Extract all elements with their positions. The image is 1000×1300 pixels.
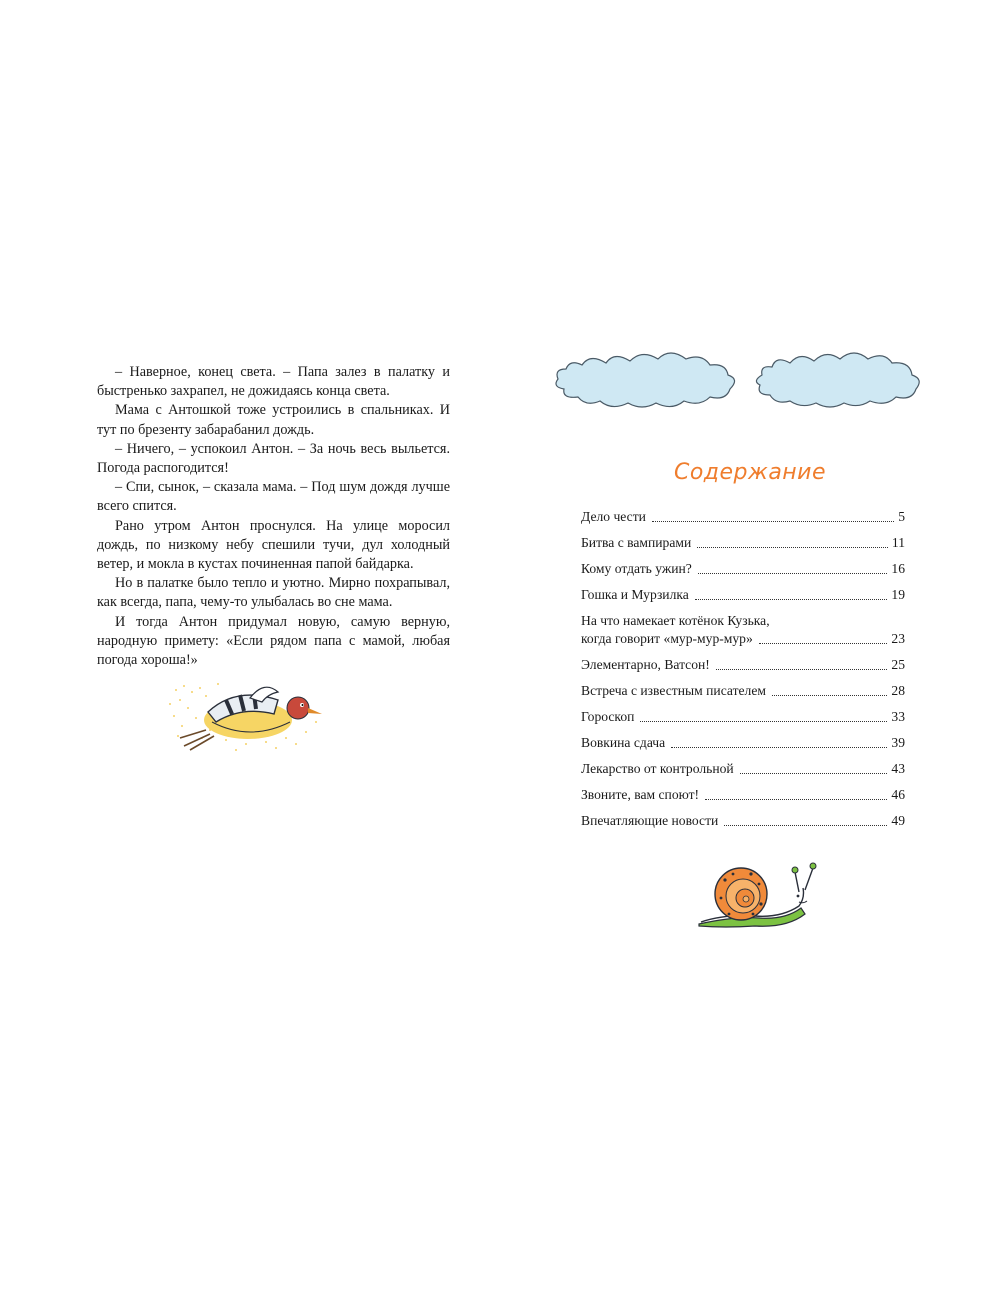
dot-leader (740, 773, 888, 774)
toc-entry-page: 19 (891, 587, 905, 602)
toc-entry-title: Кому отдать ужин? (581, 561, 692, 576)
toc-entry-title: Гошка и Мурзилка (581, 587, 689, 602)
toc-entry[interactable] (581, 586, 905, 604)
toc-entry[interactable] (581, 560, 905, 578)
toc-entry[interactable] (581, 786, 905, 804)
toc-entry[interactable] (581, 760, 905, 778)
right-page (500, 0, 1000, 1300)
dot-leader (759, 643, 888, 644)
toc-entry[interactable] (581, 508, 905, 526)
toc-entry-page: 23 (891, 631, 905, 646)
toc-entry-title: когда говорит «мур-мур-мур» (581, 631, 753, 646)
toc-entry-title: Лекарство от контрольной (581, 761, 734, 776)
toc-entry-page: 39 (891, 735, 905, 750)
story-paragraph: – Ничего, – успокоил Антон. – За ночь весь выльется. Погода распогодится! (97, 440, 450, 477)
story-paragraph: – Наверное, конец света. – Папа залез в палатку и быстренько захрапел, не дожидаясь конца света. (97, 364, 450, 400)
toc-entry-page: 25 (891, 657, 905, 672)
toc-entry[interactable] (581, 708, 905, 726)
toc-entry-title: Вовкина сдача (581, 735, 666, 750)
bird-illustration (166, 678, 336, 758)
dot-leader (640, 721, 887, 722)
dot-leader (695, 599, 888, 600)
toc-entry-page: 43 (891, 761, 905, 776)
toc-entry[interactable] (581, 682, 905, 700)
story-paragraph: Но в палатке было тепло и уютно. Мирно похрапывал, как всегда, папа, чему-то улыбалась во сне мама. (97, 575, 450, 611)
story-paragraph: Рано утром Антон проснулся. На улице моросил дождь, по низкому небу спешили тучи, дул холодный ветер, и мокла в кустах починенная папой байдарка. (97, 517, 450, 573)
snail-illustration (695, 858, 825, 930)
dot-leader (697, 547, 888, 548)
toc-entry[interactable] (581, 612, 905, 648)
toc-entry-title: Гороскоп (581, 709, 635, 724)
story-paragraph: Мама с Антошкой тоже устроились в спальниках. И тут по брезенту забарабанил дождь. (97, 402, 450, 438)
dot-leader (724, 825, 887, 826)
toc-entry-page: 11 (891, 535, 905, 550)
dot-leader (671, 747, 887, 748)
toc-entry-title: Битва с вампирами (581, 535, 692, 550)
toc-entry-page: 16 (891, 561, 905, 576)
toc-entry[interactable] (581, 656, 905, 674)
toc-title: Содержание (673, 460, 827, 485)
toc-entry[interactable] (581, 734, 905, 752)
toc-entry-page: 5 (898, 509, 905, 524)
story-paragraph: И тогда Антон придумал новую, самую верную, народную примету: «Если рядом папа с мамой, любая погода хороша!» (97, 613, 450, 669)
toc-entry-title-line1: На что намекает котёнок Кузька, (581, 613, 770, 628)
toc-entry[interactable] (581, 534, 905, 552)
toc-entry-title: Впечатляющие новости (581, 813, 719, 828)
story-text (97, 363, 450, 670)
toc-entry-page: 28 (891, 683, 905, 698)
dot-leader (772, 695, 887, 696)
dot-leader (652, 521, 894, 522)
dot-leader (716, 669, 888, 670)
toc-entry-title: Встреча с известным писателем (581, 683, 766, 698)
toc-entry-page: 46 (891, 787, 905, 802)
dot-leader (698, 573, 888, 574)
toc-entry[interactable] (581, 812, 905, 830)
toc-entry-page: 49 (891, 813, 905, 828)
toc-entry-title: Элементарно, Ватсон! (581, 657, 710, 672)
toc-entry-title: Звоните, вам споют! (581, 787, 700, 802)
clouds-illustration (550, 345, 925, 415)
table-of-contents (581, 508, 905, 830)
dot-leader (705, 799, 887, 800)
story-paragraph: – Спи, сынок, – сказала мама. – Под шум дождя лучше всего спится. (97, 479, 450, 515)
toc-entry-page: 33 (891, 709, 905, 724)
toc-entry-title: Дело чести (581, 509, 646, 524)
